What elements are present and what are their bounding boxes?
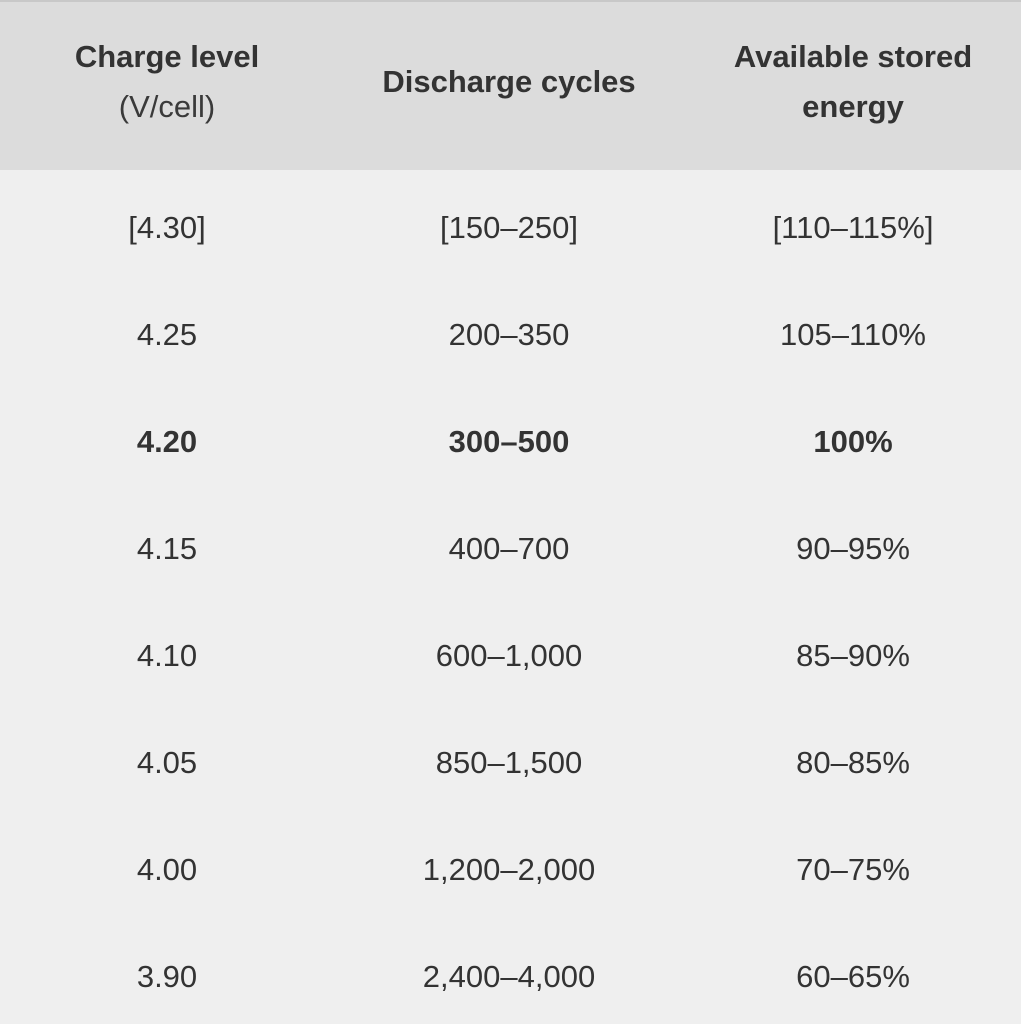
cell-available-energy: 105–110% [780, 317, 926, 352]
header-available-energy-line2: energy [802, 89, 904, 124]
cell-discharge-cycles: 850–1,500 [435, 745, 583, 780]
cell-discharge-cycles: 400–700 [448, 531, 570, 566]
table-row [0, 733, 1021, 793]
cell-available-energy: 100% [813, 424, 893, 459]
cell-available-energy: 70–75% [796, 852, 910, 887]
table-header [0, 0, 1021, 170]
table-row [0, 947, 1021, 1007]
cell-available-energy: 80–85% [796, 745, 910, 780]
header-charge-level [75, 32, 259, 132]
table-row [0, 305, 1021, 365]
cell-charge-level: 4.25 [136, 317, 198, 352]
table-row-highlighted [0, 412, 1021, 472]
header-discharge-cycles-title: Discharge cycles [382, 64, 636, 99]
cell-charge-level: [4.30] [128, 210, 206, 245]
table-row [0, 519, 1021, 579]
cell-discharge-cycles: 200–350 [448, 317, 570, 352]
table-body [0, 170, 1021, 1024]
cell-discharge-cycles: [150–250] [440, 210, 578, 245]
table-row [0, 626, 1021, 686]
header-charge-level-unit: (V/cell) [118, 89, 216, 124]
cell-available-energy: 90–95% [796, 531, 910, 566]
cell-discharge-cycles: 300–500 [448, 424, 570, 459]
table-row [0, 198, 1021, 258]
cell-charge-level: 4.15 [136, 531, 198, 566]
cell-charge-level: 4.05 [136, 745, 198, 780]
header-available-energy-line1: Available stored [733, 39, 973, 74]
cell-available-energy: 60–65% [796, 959, 910, 994]
cell-charge-level: 4.00 [136, 852, 198, 887]
cell-discharge-cycles: 600–1,000 [435, 638, 583, 673]
header-charge-level-title: Charge level [74, 39, 260, 74]
cell-discharge-cycles: 1,200–2,000 [422, 852, 596, 887]
cell-charge-level: 3.90 [136, 959, 198, 994]
header-discharge-cycles [382, 57, 635, 107]
header-available-energy [734, 32, 972, 132]
cell-available-energy: 85–90% [796, 638, 910, 673]
cell-charge-level: 4.20 [136, 424, 198, 459]
cell-discharge-cycles: 2,400–4,000 [422, 959, 596, 994]
table-row [0, 840, 1021, 900]
cell-charge-level: 4.10 [136, 638, 198, 673]
cell-available-energy: [110–115%] [772, 210, 934, 245]
